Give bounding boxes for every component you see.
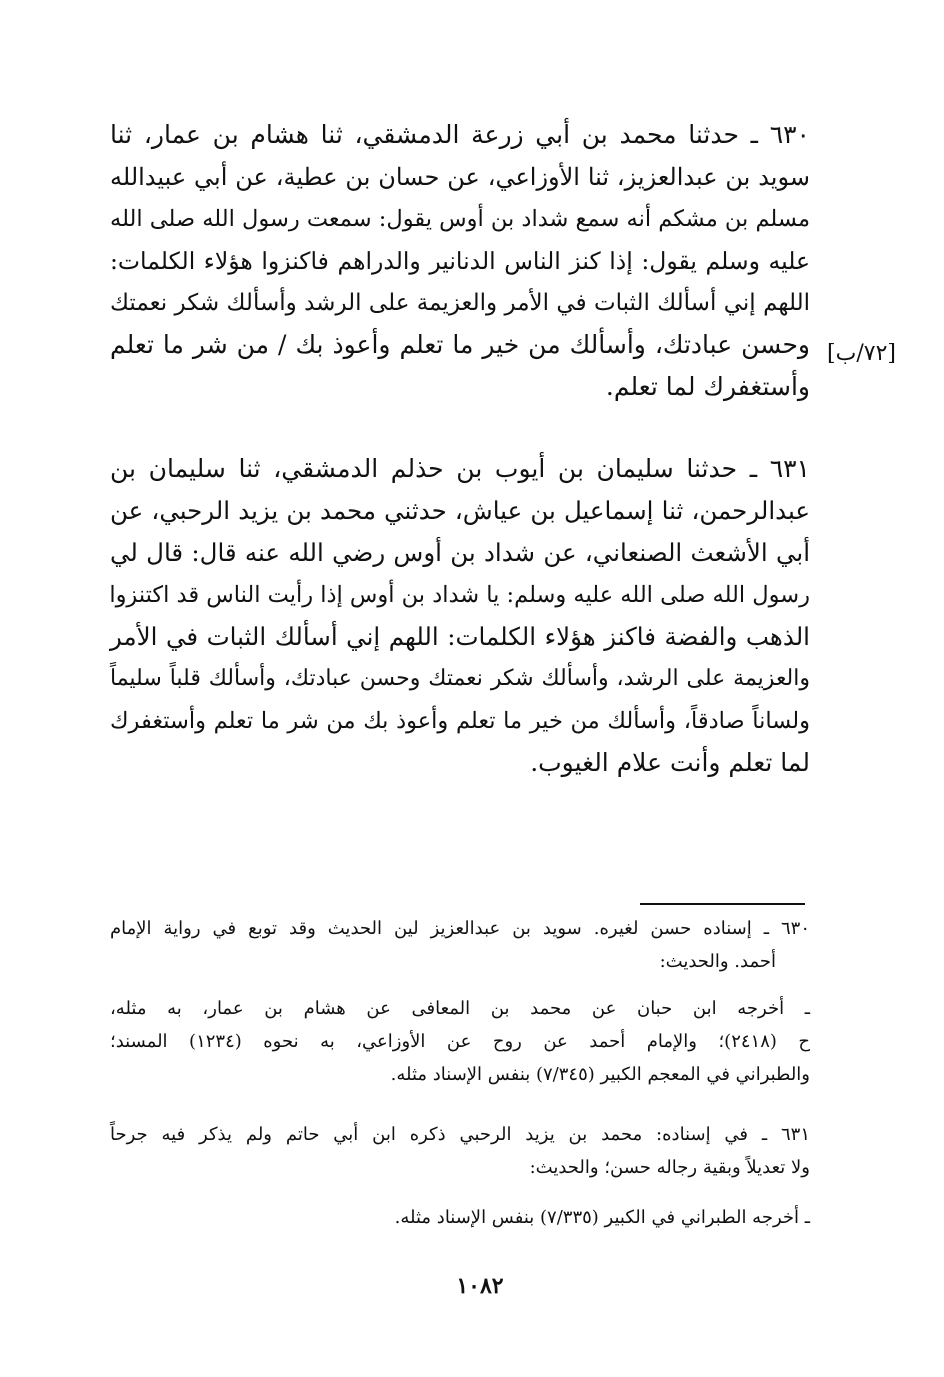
hadith-631 [110,448,810,784]
hadith-630-line: عليه وسلم يقول: إذا كنز الناس الدنانير والدراهم فاكنزوا هؤلاء الكلمات: [110,247,810,275]
footnote-line: ـ أخرجه الطبراني في الكبير (٧/٣٣٥) بنفس الإسناد مثله. [394,1207,810,1228]
footnote-631-takhrij [110,1201,810,1234]
hadith-631-line: أبي الأشعث الصنعاني، عن شداد بن أوس رضي الله عنه قال: قال لي [110,538,810,567]
hadith-631-line: ٦٣١ ـ حدثنا سليمان بن أيوب بن حذلم الدمشقي، ثنا سليمان بن [110,454,810,483]
footnote-line: ٦٣١ ـ في إسناده: محمد بن يزيد الرحبي ذكره ابن أبي حاتم ولم يذكر فيه جرحاً [110,1124,810,1145]
manuscript-folio-reference: [٧٢/ب] [827,341,896,366]
footnote-line: والطبراني في المعجم الكبير (٧/٣٤٥) بنفس الإسناد مثله. [390,1064,810,1085]
hadith-631-line: والعزيمة على الرشد، وأسألك شكر نعمتك وحسن عبادتك، وأسألك قلباً سليماً [110,666,810,691]
footnote-631 [110,1118,810,1184]
hadith-631-line: عبدالرحمن، ثنا إسماعيل بن عياش، حدثني محمد بن يزيد الرحبي، عن [110,496,810,525]
footnote-630 [110,912,810,978]
footnote-separator [640,903,805,905]
hadith-631-line: رسول الله صلى الله عليه وسلم: يا شداد بن أوس إذا رأيت الناس قد اكتنزوا [109,582,810,608]
hadith-630-line: مسلم بن مشكم أنه سمع شداد بن أوس يقول: سمعت رسول الله صلى الله [110,206,810,232]
hadith-630-line: ٦٣٠ ـ حدثنا محمد بن أبي زرعة الدمشقي، ثنا هشام بن عمار، ثنا [110,120,810,149]
footnote-line: ح (٢٤١٨)؛ والإمام أحمد عن روح عن الأوزاعي، به نحوه (١٢٣٤) المسند؛ [110,1031,810,1052]
hadith-630-line: اللهم إني أسألك الثبات في الأمر والعزيمة على الرشد وأسألك شكر نعمتك [110,290,810,316]
hadith-631-line: لما تعلم وأنت علام الغيوب. [530,748,810,777]
hadith-631-line: ولساناً صادقاً، وأسألك من خير ما تعلم وأعوذ بك من شر ما تعلم وأستغفرك [110,708,810,734]
page-number: ١٠٨٢ [456,1273,504,1299]
hadith-630 [110,114,810,408]
hadith-630-line: سويد بن عبدالعزيز، ثنا الأوزاعي، عن حسان بن عطية، عن أبي عبيدالله [110,163,810,191]
footnote-line: ٦٣٠ ـ إسناده حسن لغيره. سويد بن عبدالعزيز لين الحديث وقد توبع في رواية الإمام [110,918,810,939]
hadith-630-line: وحسن عبادتك، وأسألك من خير ما تعلم وأعوذ بك / من شر ما تعلم [110,330,810,359]
hadith-631-line: الذهب والفضة فاكنز هؤلاء الكلمات: اللهم إني أسألك الثبات في الأمر [110,622,810,651]
footnote-line: ولا تعديلاً وبقية رجاله حسن؛ والحديث: [529,1157,810,1178]
footnote-630-takhrij [110,992,810,1091]
footnote-line: أحمد. والحديث: [659,951,776,972]
footnote-line: ـ أخرجه ابن حبان عن محمد بن المعافى عن هشام بن عمار، به مثله، [110,998,810,1019]
hadith-630-line: وأستغفرك لما تعلم. [605,372,810,401]
